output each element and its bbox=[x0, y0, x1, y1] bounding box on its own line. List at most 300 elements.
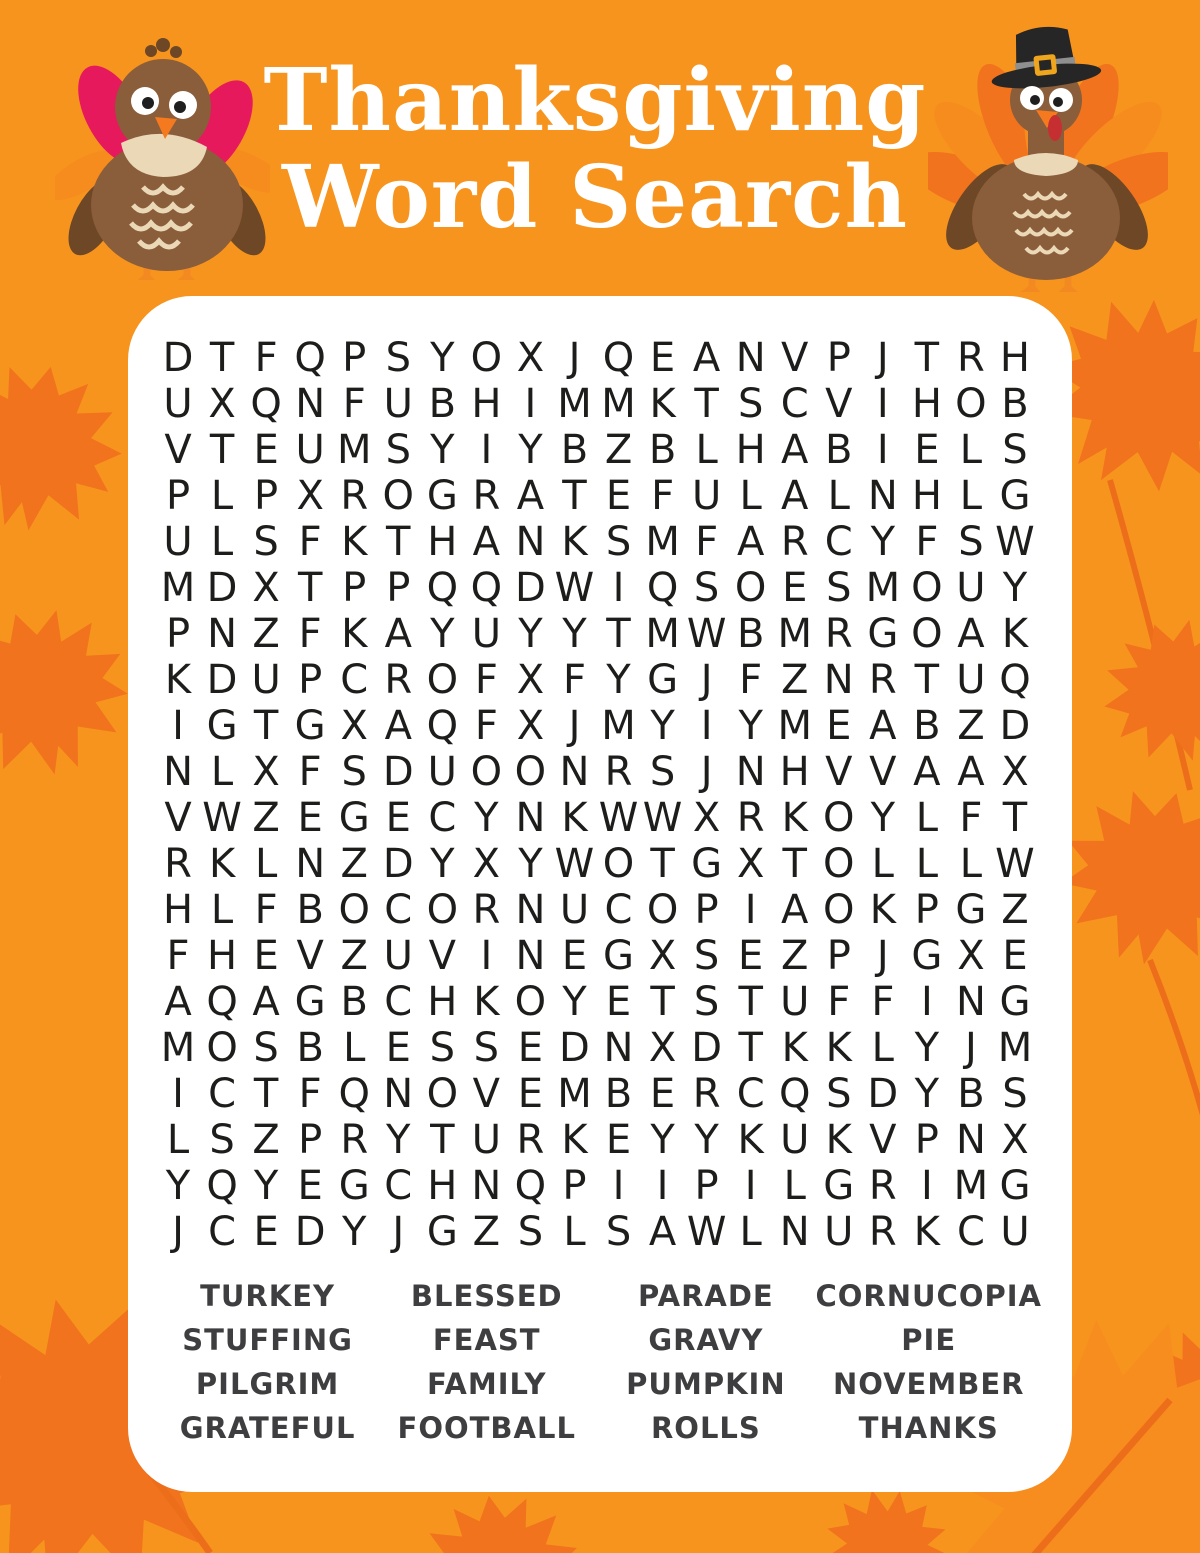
grid-cell: M bbox=[953, 1163, 989, 1209]
grid-cell: N bbox=[515, 795, 546, 841]
grid-cell: Y bbox=[430, 335, 455, 381]
grid-cell: T bbox=[738, 979, 763, 1025]
grid-cell: B bbox=[604, 1071, 633, 1117]
grid-cell: B bbox=[340, 979, 368, 1025]
grid-cell: Y bbox=[430, 611, 455, 657]
grid-cell: E bbox=[385, 1025, 411, 1071]
grid-cell: R bbox=[472, 887, 501, 933]
grid-cell: P bbox=[826, 933, 851, 979]
grid-cell: P bbox=[694, 1163, 719, 1209]
grid-cell: R bbox=[340, 473, 369, 519]
word-list-item: FOOTBALL bbox=[397, 1411, 576, 1445]
grid-cell: X bbox=[736, 841, 765, 887]
grid-cell: M bbox=[160, 1025, 196, 1071]
word-list-item: BLESSED bbox=[410, 1279, 563, 1313]
grid-cell: A bbox=[781, 887, 809, 933]
grid-cell: D bbox=[515, 565, 546, 611]
grid-cell: O bbox=[426, 657, 459, 703]
grid-cell: R bbox=[736, 795, 765, 841]
grid-cell: C bbox=[208, 1209, 237, 1255]
grid-cell: O bbox=[426, 887, 459, 933]
grid-cell: Q bbox=[999, 657, 1031, 703]
grid-cell: C bbox=[340, 657, 369, 703]
grid-cell: V bbox=[825, 749, 853, 795]
grid-cell: J bbox=[700, 749, 713, 795]
grid-cell: D bbox=[206, 565, 238, 611]
grid-cell: O bbox=[206, 1025, 238, 1071]
grid-cell: J bbox=[568, 703, 581, 749]
grid-cell: F bbox=[298, 611, 322, 657]
grid-cell: L bbox=[166, 1117, 190, 1163]
grid-cell: A bbox=[957, 749, 985, 795]
grid-cell: N bbox=[383, 1071, 414, 1117]
grid-cell: K bbox=[649, 381, 676, 427]
maple-leaf-icon bbox=[0, 349, 136, 546]
grid-cell: Q bbox=[646, 565, 679, 611]
grid-cell: V bbox=[781, 335, 809, 381]
grid-cell: R bbox=[868, 1163, 897, 1209]
grid-cell: P bbox=[342, 335, 367, 381]
grid-cell: D bbox=[559, 1025, 590, 1071]
grid-cell: V bbox=[164, 795, 192, 841]
grid-cell: D bbox=[162, 335, 194, 381]
grid-cell: O bbox=[911, 611, 943, 657]
grid-cell: A bbox=[164, 979, 192, 1025]
grid-cell: V bbox=[825, 381, 853, 427]
grid-cell: X bbox=[957, 933, 985, 979]
grid-cell: N bbox=[295, 381, 326, 427]
grid-cell: N bbox=[559, 749, 590, 795]
grid-cell: L bbox=[827, 473, 850, 519]
grid-cell: S bbox=[341, 749, 367, 795]
grid-cell: H bbox=[999, 335, 1030, 381]
grid-cell: K bbox=[737, 1117, 764, 1163]
grid-cell: L bbox=[871, 841, 894, 887]
grid-cell: I bbox=[744, 887, 757, 933]
grid-cell: L bbox=[959, 473, 983, 519]
grid-cell: B bbox=[296, 1025, 324, 1071]
grid-cell: I bbox=[876, 427, 889, 473]
grid-cell: E bbox=[561, 933, 588, 979]
grid-cell: M bbox=[557, 1071, 592, 1117]
grid-cell: R bbox=[692, 1071, 721, 1117]
word-list-item: TURKEY bbox=[200, 1279, 336, 1313]
grid-cell: N bbox=[823, 657, 854, 703]
grid-cell: P bbox=[914, 887, 939, 933]
grid-cell: D bbox=[382, 841, 414, 887]
grid-cell: T bbox=[1002, 795, 1028, 841]
grid-cell: L bbox=[959, 841, 983, 887]
grid-cell: Z bbox=[1001, 887, 1029, 933]
grid-cell: O bbox=[734, 565, 767, 611]
grid-cell: Y bbox=[518, 841, 543, 887]
word-list-item: FAMILY bbox=[426, 1367, 547, 1401]
grid-cell: F bbox=[915, 519, 939, 565]
grid-cell: M bbox=[601, 703, 636, 749]
grid-cell: D bbox=[294, 1209, 326, 1255]
grid-cell: G bbox=[867, 611, 899, 657]
grid-cell: N bbox=[867, 473, 898, 519]
word-list-item: ROLLS bbox=[650, 1411, 761, 1445]
grid-cell: I bbox=[700, 703, 713, 749]
grid-cell: Y bbox=[1002, 565, 1028, 611]
grid-cell: T bbox=[694, 381, 719, 427]
grid-cell: S bbox=[429, 1025, 456, 1071]
grid-cell: S bbox=[253, 519, 279, 565]
grid-cell: O bbox=[470, 749, 503, 795]
grid-cell: T bbox=[209, 427, 235, 473]
grid-cell: M bbox=[865, 565, 901, 611]
grid-cell: W bbox=[686, 611, 727, 657]
word-list-item: PARADE bbox=[638, 1279, 774, 1313]
grid-cell: X bbox=[340, 703, 368, 749]
grid-cell: H bbox=[471, 381, 502, 427]
grid-cell: A bbox=[869, 703, 897, 749]
grid-cell: S bbox=[385, 335, 411, 381]
grid-cell: Y bbox=[694, 1117, 719, 1163]
grid-cell: S bbox=[693, 565, 720, 611]
grid-cell: U bbox=[780, 1117, 810, 1163]
grid-cell: P bbox=[562, 1163, 587, 1209]
grid-cell: K bbox=[208, 841, 236, 887]
grid-cell: D bbox=[867, 1071, 899, 1117]
grid-cell: P bbox=[826, 335, 851, 381]
grid-cell: C bbox=[384, 979, 413, 1025]
grid-cell: F bbox=[474, 657, 498, 703]
grid-cell: S bbox=[605, 519, 632, 565]
grid-cell: L bbox=[210, 473, 234, 519]
grid-cell: H bbox=[207, 933, 238, 979]
grid-cell: D bbox=[382, 749, 414, 795]
grid-cell: L bbox=[871, 1025, 894, 1071]
grid-cell: X bbox=[1001, 1117, 1029, 1163]
grid-cell: U bbox=[559, 887, 590, 933]
grid-cell: X bbox=[516, 657, 545, 703]
grid-cell: A bbox=[692, 335, 721, 381]
grid-cell: X bbox=[1001, 749, 1029, 795]
grid-cell: U bbox=[780, 979, 810, 1025]
grid-cell: Q bbox=[470, 565, 503, 611]
grid-cell: U bbox=[956, 657, 986, 703]
grid-cell: L bbox=[783, 1163, 806, 1209]
grid-cell: U bbox=[383, 933, 413, 979]
grid-cell: Y bbox=[650, 1117, 675, 1163]
grid-cell: R bbox=[472, 473, 501, 519]
grid-cell: N bbox=[515, 519, 546, 565]
grid-cell: K bbox=[341, 611, 368, 657]
grid-cell: L bbox=[915, 841, 939, 887]
grid-cell: L bbox=[959, 427, 983, 473]
grid-cell: K bbox=[781, 795, 808, 841]
grid-cell: G bbox=[999, 979, 1031, 1025]
grid-cell: K bbox=[561, 795, 588, 841]
grid-cell: B bbox=[560, 427, 589, 473]
grid-cell: F bbox=[298, 519, 322, 565]
grid-cell: V bbox=[869, 749, 897, 795]
grid-cell: J bbox=[876, 933, 889, 979]
word-list-item: GRATEFUL bbox=[179, 1411, 356, 1445]
grid-cell: F bbox=[827, 979, 851, 1025]
grid-cell: R bbox=[824, 611, 853, 657]
grid-cell: V bbox=[164, 427, 192, 473]
grid-cell: S bbox=[826, 1071, 852, 1117]
grid-cell: Y bbox=[914, 1025, 940, 1071]
grid-cell: N bbox=[955, 979, 986, 1025]
grid-cell: E bbox=[782, 565, 808, 611]
grid-cell: Y bbox=[870, 795, 896, 841]
grid-cell: T bbox=[386, 519, 411, 565]
grid-cell: G bbox=[647, 657, 679, 703]
grid-cell: L bbox=[254, 841, 278, 887]
grid-cell: V bbox=[472, 1071, 501, 1117]
grid-cell: Z bbox=[781, 657, 809, 703]
grid-cell: I bbox=[920, 1163, 933, 1209]
grid-cell: O bbox=[514, 749, 547, 795]
grid-cell: A bbox=[516, 473, 545, 519]
grid-cell: T bbox=[606, 611, 631, 657]
grid-cell: J bbox=[172, 1209, 184, 1255]
grid-cell: M bbox=[777, 703, 812, 749]
grid-cell: Q bbox=[426, 565, 459, 611]
word-list-item: PILGRIM bbox=[195, 1367, 340, 1401]
grid-cell: E bbox=[297, 795, 323, 841]
grid-cell: T bbox=[297, 565, 323, 611]
grid-cell: Z bbox=[604, 427, 633, 473]
grid-cell: M bbox=[645, 611, 680, 657]
grid-cell: O bbox=[338, 887, 370, 933]
grid-cell: Z bbox=[957, 703, 985, 749]
grid-cell: K bbox=[561, 519, 588, 565]
grid-cell: Q bbox=[514, 1163, 547, 1209]
grid-cell: B bbox=[913, 703, 941, 749]
word-list bbox=[158, 1274, 1042, 1450]
grid-cell: N bbox=[735, 335, 766, 381]
grid-cell: H bbox=[779, 749, 810, 795]
grid-cell: A bbox=[913, 749, 941, 795]
grid-cell: M bbox=[160, 565, 196, 611]
grid-cell: G bbox=[294, 703, 326, 749]
grid-cell: E bbox=[826, 703, 852, 749]
grid-cell: B bbox=[1001, 381, 1029, 427]
grid-cell: F bbox=[474, 703, 498, 749]
grid-cell: V bbox=[869, 1117, 897, 1163]
grid-cell: P bbox=[165, 611, 191, 657]
grid-cell: I bbox=[744, 1163, 757, 1209]
grid-cell: N bbox=[779, 1209, 810, 1255]
grid-cell: R bbox=[957, 335, 985, 381]
grid-cell: J bbox=[700, 657, 713, 703]
grid-cell: G bbox=[955, 887, 987, 933]
grid-cell: Y bbox=[386, 1117, 411, 1163]
grid-cell: S bbox=[517, 1209, 544, 1255]
grid-cell: F bbox=[695, 519, 719, 565]
grid-cell: L bbox=[695, 427, 718, 473]
grid-cell: F bbox=[651, 473, 675, 519]
grid-cell: X bbox=[296, 473, 324, 519]
grid-cell: M bbox=[997, 1025, 1033, 1071]
grid-cell: Y bbox=[341, 1209, 367, 1255]
grid-cell: M bbox=[557, 381, 592, 427]
grid-cell: P bbox=[694, 887, 719, 933]
grid-cell: E bbox=[297, 1163, 323, 1209]
grid-cell: S bbox=[253, 1025, 279, 1071]
grid-cell: C bbox=[736, 1071, 765, 1117]
grid-cell: G bbox=[338, 1163, 370, 1209]
grid-cell: I bbox=[612, 1163, 625, 1209]
grid-cell: N bbox=[603, 1025, 634, 1071]
grid-cell: D bbox=[691, 1025, 723, 1071]
grid-cell: Y bbox=[474, 795, 499, 841]
grid-cell: G bbox=[691, 841, 723, 887]
grid-cell: U bbox=[163, 381, 193, 427]
grid-cell: A bbox=[384, 611, 412, 657]
grid-cell: R bbox=[780, 519, 809, 565]
grid-cell: A bbox=[384, 703, 412, 749]
grid-cell: U bbox=[691, 473, 722, 519]
grid-cell: U bbox=[427, 749, 457, 795]
grid-cell: O bbox=[823, 795, 855, 841]
grid-cell: H bbox=[427, 1163, 458, 1209]
grid-cell: O bbox=[823, 841, 855, 887]
word-list-item: PUMPKIN bbox=[626, 1367, 786, 1401]
grid-cell: Y bbox=[430, 427, 455, 473]
grid-cell: B bbox=[428, 381, 457, 427]
grid-cell: T bbox=[430, 1117, 455, 1163]
grid-cell: C bbox=[384, 1163, 413, 1209]
grid-cell: L bbox=[915, 795, 939, 841]
grid-cell: H bbox=[911, 381, 942, 427]
grid-cell: O bbox=[823, 887, 855, 933]
title-line-2: Word Search bbox=[281, 147, 909, 248]
grid-cell: K bbox=[164, 657, 192, 703]
grid-cell: M bbox=[645, 519, 680, 565]
grid-cell: U bbox=[251, 657, 281, 703]
grid-cell: O bbox=[955, 381, 987, 427]
grid-cell: C bbox=[428, 795, 457, 841]
grid-cell: X bbox=[516, 703, 545, 749]
grid-cell: F bbox=[166, 933, 190, 979]
grid-cell: L bbox=[210, 519, 234, 565]
grid-cell: Y bbox=[738, 703, 763, 749]
grid-cell: X bbox=[208, 381, 236, 427]
grid-cell: A bbox=[736, 519, 765, 565]
grid-cell: W bbox=[686, 1209, 727, 1255]
grid-cell: R bbox=[164, 841, 192, 887]
grid-cell: J bbox=[876, 335, 889, 381]
grid-cell: U bbox=[471, 611, 501, 657]
grid-cell: C bbox=[384, 887, 413, 933]
grid-cell: C bbox=[956, 1209, 985, 1255]
grid-cell: K bbox=[473, 979, 500, 1025]
grid-cell: H bbox=[735, 427, 766, 473]
grid-cell: Y bbox=[518, 427, 543, 473]
word-list-item: PIE bbox=[901, 1323, 957, 1357]
grid-cell: O bbox=[470, 335, 503, 381]
grid-cell: I bbox=[920, 979, 933, 1025]
grid-cell: N bbox=[295, 841, 326, 887]
grid-cell: K bbox=[1001, 611, 1029, 657]
grid-cell: M bbox=[601, 381, 636, 427]
grid-cell: T bbox=[914, 657, 940, 703]
grid-cell: T bbox=[914, 335, 940, 381]
grid-cell: K bbox=[825, 1117, 852, 1163]
grid-cell: Y bbox=[870, 519, 896, 565]
grid-cell: H bbox=[427, 979, 458, 1025]
grid-cell: G bbox=[206, 703, 238, 749]
grid-cell: Y bbox=[562, 979, 587, 1025]
grid-cell: N bbox=[735, 749, 766, 795]
grid-cell: J bbox=[965, 1025, 977, 1071]
grid-cell: B bbox=[648, 427, 677, 473]
grid-cell: P bbox=[298, 1117, 323, 1163]
grid-cell: G bbox=[999, 1163, 1031, 1209]
grid-cell: D bbox=[999, 703, 1031, 749]
grid-cell: Z bbox=[340, 841, 368, 887]
word-list-item: FEAST bbox=[432, 1323, 541, 1357]
grid-cell: F bbox=[562, 657, 586, 703]
grid-cell: Y bbox=[518, 611, 543, 657]
grid-cell: I bbox=[172, 703, 184, 749]
grid-cell: Q bbox=[426, 703, 459, 749]
grid-cell: E bbox=[914, 427, 940, 473]
grid-cell: X bbox=[692, 795, 721, 841]
grid-cell: K bbox=[781, 1025, 808, 1071]
grid-cell: R bbox=[604, 749, 633, 795]
grid-cell: U bbox=[383, 381, 413, 427]
grid-cell: S bbox=[385, 427, 411, 473]
grid-cell: O bbox=[646, 887, 679, 933]
grid-cell: X bbox=[648, 933, 677, 979]
grid-cell: G bbox=[426, 473, 458, 519]
grid-cell: Z bbox=[472, 1209, 501, 1255]
grid-cell: G bbox=[999, 473, 1031, 519]
grid-cell: M bbox=[777, 611, 812, 657]
grid-cell: S bbox=[826, 565, 852, 611]
grid-cell: G bbox=[426, 1209, 458, 1255]
grid-cell: P bbox=[342, 565, 367, 611]
grid-cell: W bbox=[202, 795, 242, 841]
grid-cell: S bbox=[209, 1117, 235, 1163]
grid-cell: B bbox=[296, 887, 324, 933]
grid-cell: E bbox=[517, 1025, 544, 1071]
grid-cell: E bbox=[605, 979, 632, 1025]
grid-cell: Q bbox=[338, 1071, 370, 1117]
grid-cell: Q bbox=[250, 381, 282, 427]
letter-grid bbox=[156, 335, 1037, 1255]
grid-cell: F bbox=[959, 795, 983, 841]
grid-cell: F bbox=[254, 335, 278, 381]
grid-cell: F bbox=[871, 979, 895, 1025]
grid-cell: E bbox=[1002, 933, 1028, 979]
grid-cell: W bbox=[642, 795, 683, 841]
grid-cell: P bbox=[914, 1117, 939, 1163]
grid-cell: Y bbox=[914, 1071, 940, 1117]
turkey-pilgrim-hat-icon bbox=[928, 22, 1168, 292]
grid-cell: S bbox=[473, 1025, 500, 1071]
word-list-item: THANKS bbox=[858, 1411, 999, 1445]
grid-cell: T bbox=[209, 335, 235, 381]
grid-cell: G bbox=[338, 795, 370, 841]
grid-cell: G bbox=[294, 979, 326, 1025]
grid-cell: X bbox=[252, 565, 280, 611]
grid-cell: C bbox=[604, 887, 633, 933]
grid-cell: S bbox=[693, 933, 720, 979]
grid-cell: R bbox=[516, 1117, 545, 1163]
grid-cell: Q bbox=[206, 1163, 238, 1209]
grid-cell: P bbox=[254, 473, 279, 519]
grid-cell: U bbox=[1000, 1209, 1030, 1255]
grid-cell: J bbox=[568, 335, 581, 381]
